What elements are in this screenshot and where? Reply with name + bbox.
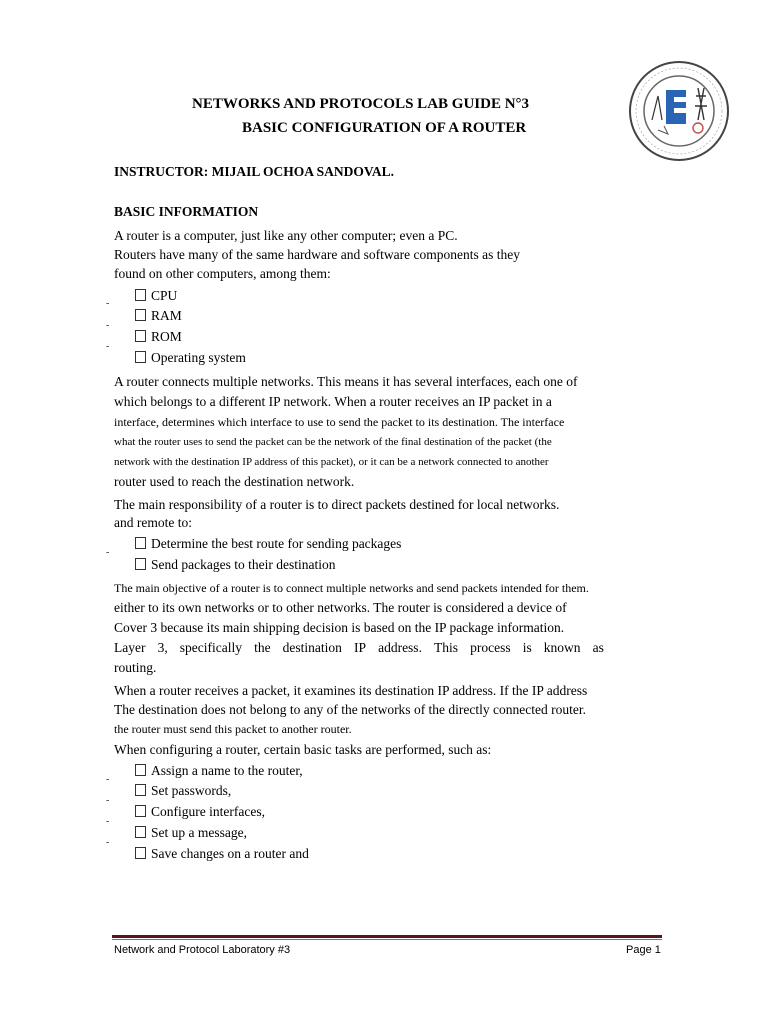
paragraph-line: The destination does not belong to any of the networks of the directly connected router.: [114, 702, 586, 717]
list-item: [135, 825, 247, 841]
margin-mark: -: [106, 298, 110, 309]
paragraph-line: routing.: [114, 660, 157, 675]
word: known: [543, 640, 581, 655]
bullet-box-icon: [135, 309, 146, 321]
list-item: [135, 329, 182, 345]
bullet-box-icon: [135, 558, 146, 570]
university-logo: [628, 60, 730, 162]
bullet-box-icon: [135, 805, 146, 817]
bullet-box-icon: [135, 289, 146, 301]
paragraph-line: A router is a computer, just like any other computer; even a PC.: [114, 228, 458, 243]
word: This: [434, 640, 459, 655]
footer-rule: [112, 935, 662, 938]
margin-mark: -: [106, 795, 110, 806]
instructor-line: INSTRUCTOR: MIJAIL OCHOA SANDOVAL.: [114, 164, 395, 179]
paragraph-line: router used to reach the destination network.: [114, 474, 355, 489]
list-item: [135, 288, 177, 304]
margin-mark: -: [106, 320, 110, 331]
word: IP: [353, 640, 366, 655]
document-title: NETWORKS AND PROTOCOLS LAB GUIDE N°3: [192, 96, 530, 112]
bullet-box-icon: [135, 351, 146, 363]
footer-page-number: Page 1: [626, 944, 661, 956]
list-item-label: Send packages to their destination: [151, 557, 336, 572]
footer-rule-thin: [112, 939, 662, 940]
paragraph-line: network with the destination IP address of this packet), or it can be a network connected to another: [114, 456, 549, 468]
list-item: [135, 536, 401, 552]
paragraph-line: When configuring a router, certain basic tasks are performed, such as:: [114, 742, 492, 757]
list-item-label: CPU: [151, 288, 178, 303]
list-item: [135, 783, 231, 799]
word: process: [470, 640, 511, 655]
paragraph-line: what the router uses to send the packet can be the network of the final destination of the packet (the: [114, 436, 552, 448]
bullet-box-icon: [135, 537, 146, 549]
bullet-box-icon: [135, 826, 146, 838]
list-item-label: Set passwords,: [151, 783, 232, 798]
margin-mark: -: [106, 341, 110, 352]
margin-mark: -: [106, 837, 110, 848]
section-heading: BASIC INFORMATION: [114, 204, 259, 219]
justified-line: [114, 640, 604, 656]
list-item-label: Determine the best route for sending packages: [151, 536, 402, 551]
document-subtitle: BASIC CONFIGURATION OF A ROUTER: [242, 120, 527, 136]
paragraph-line: the router must send this packet to another router.: [114, 722, 352, 736]
paragraph-line: When a router receives a packet, it examines its destination IP address. If the IP address: [114, 683, 588, 698]
list-item-label: Operating system: [151, 350, 246, 365]
list-item-label: Assign a name to the router,: [151, 763, 303, 778]
margin-mark: -: [106, 816, 110, 827]
paragraph-line: interface, determines which interface to use to send the packet to its destination. The interface: [114, 415, 565, 429]
list-item: [135, 846, 309, 862]
paragraph-line: Routers have many of the same hardware and software components as they: [114, 247, 520, 262]
list-item-label: ROM: [151, 329, 182, 344]
paragraph-line: which belongs to a different IP network. When a router receives an IP packet in a: [114, 394, 552, 409]
word: as: [592, 640, 604, 655]
word: address.: [378, 640, 422, 655]
margin-mark: -: [106, 547, 110, 558]
word: Layer: [114, 640, 146, 655]
list-item-label: Configure interfaces,: [151, 804, 265, 819]
paragraph-line: either to its own networks or to other networks. The router is considered a device of: [114, 600, 567, 615]
list-item-label: Save changes on a router and: [151, 846, 309, 861]
list-item: [135, 763, 303, 779]
list-item: [135, 350, 246, 366]
paragraph-line: found on other computers, among them:: [114, 266, 331, 281]
bullet-box-icon: [135, 847, 146, 859]
word: specifically: [179, 640, 242, 655]
paragraph-line: and remote to:: [114, 515, 192, 530]
list-item: [135, 804, 265, 820]
bullet-box-icon: [135, 330, 146, 342]
list-item-label: Set up a message,: [151, 825, 247, 840]
word: is: [522, 640, 532, 655]
footer-left: Network and Protocol Laboratory #3: [114, 944, 291, 956]
word: destination: [282, 640, 342, 655]
list-item: [135, 308, 182, 324]
margin-mark: -: [106, 774, 110, 785]
paragraph-line: A router connects multiple networks. This means it has several interfaces, each one of: [114, 374, 578, 389]
paragraph-line: Cover 3 because its main shipping decision is based on the IP package information.: [114, 620, 565, 635]
word: the: [254, 640, 271, 655]
list-item: [135, 557, 335, 573]
bullet-box-icon: [135, 764, 146, 776]
paragraph-line: The main objective of a router is to connect multiple networks and send packets intended for them.: [114, 581, 589, 595]
list-item-label: RAM: [151, 308, 182, 323]
word: 3,: [157, 640, 168, 655]
bullet-box-icon: [135, 784, 146, 796]
paragraph-line: The main responsibility of a router is to direct packets destined for local networks.: [114, 497, 560, 512]
